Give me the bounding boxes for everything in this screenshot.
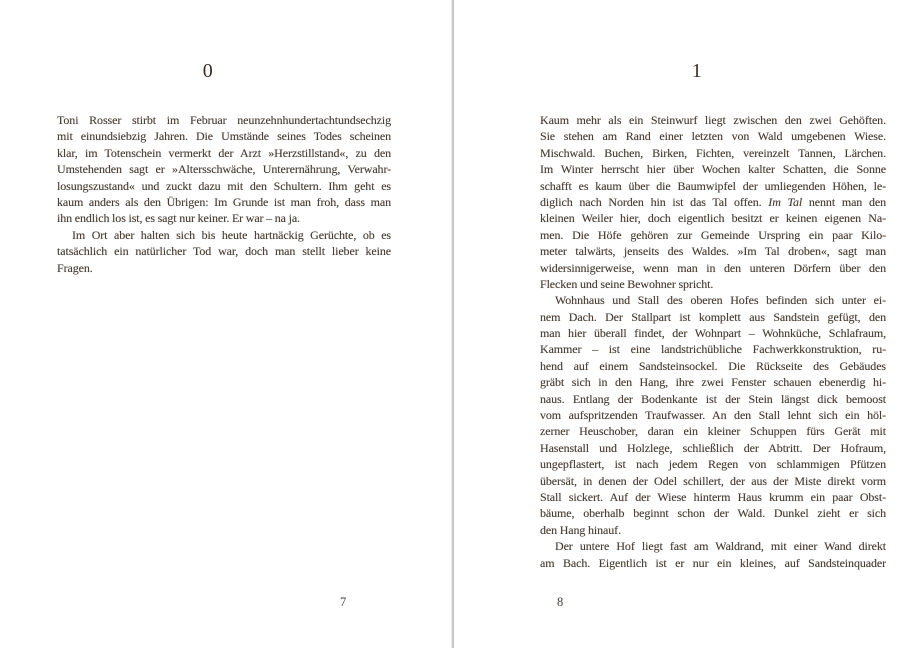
text-line: Kammer – ist eine landstrichübliche Fachwerkkonstruktion, ru- [540, 342, 886, 357]
text-line: man hier überall findet, der Wohnpart – Wohnküche, Schlafraum, [540, 326, 886, 341]
page-left [57, 0, 391, 648]
page-right [540, 0, 886, 648]
text-line: nem Dach. Der Stallpart ist komplett aus Sandstein gefügt, den [540, 309, 886, 324]
text-line: übersät, in denen der Odel schillert, der aus der Miste direkt vorm [540, 473, 886, 488]
page-number-right: 8 [557, 595, 564, 609]
text-line: ungepflastert, ist nach jedem Regen von schlammigen Pfützen [540, 457, 886, 472]
text-line: men. Die Höfe gehören zur Gemeinde Urspring ein paar Kilo- [540, 227, 886, 242]
text-line: hend auf einem Sandsteinsockel. Die Rückseite des Gebäudes [540, 358, 886, 373]
text-line: am Bach. Eigentlich ist er nur ein kleines, auf Sandsteinquader [540, 555, 886, 570]
page-right-text [540, 112, 886, 571]
text-line: den Hang hinauf. [540, 522, 621, 537]
text-line: kleinen Weiler hier, doch eigentlich besitzt er keinen eigenen Na- [540, 211, 886, 226]
text-line: Umstehenden sagt er »Altersschwäche, Unterernährung, Verwahr- [57, 162, 391, 177]
text-line: Im Winter herrscht hier über Wochen kalter Schatten, die Sonne [540, 162, 886, 177]
text-line: meter talwärts, jenseits des Waldes. »Im Tal droben«, sagt man [540, 244, 886, 259]
text-line: bäume, oberhalb beginnt schon der Wald. Dunkel zieht er sich [540, 506, 886, 521]
text-line: Fragen. [57, 260, 93, 275]
text-line: Der untere Hof liegt fast am Waldrand, mit einer Wand direkt [555, 539, 886, 554]
text-line: schafft es kaum über die Baumwipfel der umliegenden Höhen, le- [540, 178, 886, 193]
chapter-number-left: 0 [202, 60, 214, 82]
page-divider [451, 0, 454, 648]
text-line: Kaum mehr als ein Steinwurf liegt zwischen den zwei Gehöften. [540, 113, 886, 127]
text-line: Stall sickert. Auf der Wiese hinterm Haus krumm ein paar Obst- [540, 489, 886, 504]
text-line: Wohnhaus und Stall des oberen Hofes befinden sich unter ei- [555, 293, 886, 308]
text-line: tatsächlich ein natürlicher Tod war, doch man stellt lieber keine [57, 244, 391, 259]
text-line: Toni Rosser stirbt im Februar neunzehnhundertachtundsechzig [57, 113, 391, 127]
text-line: Hasenstall und Holzlege, schließlich der Abtritt. Der Hofraum, [540, 440, 886, 455]
text-line: naus. Entlang der Bodenkante ist der Stein längst dick bemoost [540, 391, 886, 406]
page-left-text [57, 112, 391, 276]
text-line: ihn endlich los ist, es sagt nur keiner. Er war – na ja. [57, 211, 300, 226]
text-line: vom aufspritzenden Traufwasser. An den Stall lehnt sich ein höl- [540, 408, 886, 423]
text-line: zerner Heuschober, daran ein kleiner Schuppen fürs Gerät mit [540, 424, 886, 439]
text-line: kaum anders als den Übrigen: Im Grunde ist man froh, dass man [57, 194, 391, 209]
text-line: klar, im Totenschein vermerkt der Arzt »Herzstillstand«, zu den [57, 145, 391, 160]
text-line: losungszustand« und zuckt dazu mit den Schultern. Ihm geht es [57, 178, 391, 193]
text-line: Im Ort aber halten sich bis heute hartnäckig Gerüchte, ob es [72, 227, 391, 242]
page-number-left: 7 [340, 595, 347, 609]
chapter-number-right: 1 [691, 60, 703, 82]
text-line: Sie stehen am Rand einer letzten von Wald umgebenen Wiese. [540, 129, 886, 144]
text-line: gräbt sich in den Hang, ihre zwei Fenster schauen ebenerdig hi- [540, 375, 886, 390]
text-line: Mischwald. Buchen, Birken, Fichten, vereinzelt Tannen, Lärchen. [540, 145, 886, 160]
text-line: widersinnigerweise, wenn man in den unteren Dörfern über den [540, 260, 886, 275]
text-line: diglich nach Norden hin ist das Tal offen. Im Tal nennt man den [540, 194, 886, 209]
text-line: mit einundsiebzig Jahren. Die Umstände seines Todes scheinen [57, 129, 391, 144]
text-line: Flecken und seine Bewohner spricht. [540, 276, 714, 291]
